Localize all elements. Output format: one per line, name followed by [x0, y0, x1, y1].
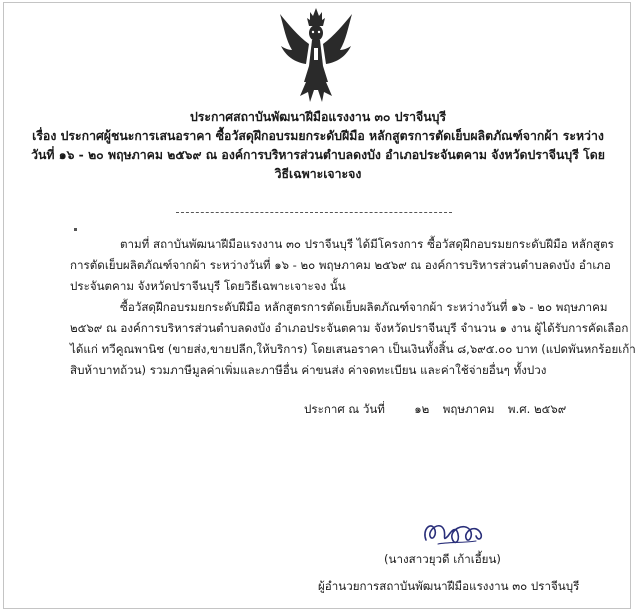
paragraph-2-line-1: ซื้อวัสดุฝึกอบรมยกระดับฝีมือ หลักสูตรการตัดเย็บผลิตภัณฑ์จากผ้า ระหว่างวันที่ ๑๖ - ๒๐ พฤษภาคม: [120, 300, 608, 314]
subject-line-1: เรื่อง ประกาศผู้ชนะการเสนอราคา ซื้อวัสดุฝึกอบรมยกระดับฝีมือ หลักสูตรการตัดเย็บผลิตภัณฑ์จากผ้า ระหว่าง: [32, 129, 604, 143]
announce-year: พ.ศ. ๒๕๖๙: [507, 402, 567, 416]
paragraph-2-line-2: ๒๕๖๙ ณ องค์การบริหารส่วนตำบลดงบัง อำเภอประจันตคาม จังหวัดปราจีนบุรี จำนวน ๑ งาน ผู้ได้รับการคัดเลือก: [70, 321, 629, 335]
announce-date-line: [304, 401, 604, 418]
stray-mark: [74, 228, 77, 231]
divider: [176, 212, 452, 213]
signatory-name: (นางสาวยุวดี เก้าเอี้ยน): [384, 552, 501, 566]
subject-line-2: วันที่ ๑๖ - ๒๐ พฤษภาคม ๒๕๖๙ ณ องค์การบริหารส่วนตำบลดงบัง อำเภอประจันตคาม จังหวัดปราจีนบุรี โดย: [31, 148, 605, 162]
paragraph-2-line-3: ได้แก่ ทวีคูณพานิช (ขายส่ง,ขายปลีก,ให้บริการ) โดยเสนอราคา เป็นเงินทั้งสิ้น ๘,๖๙๕.๐๐ บาท (แปดพันหกร้อยเก้า: [70, 342, 636, 356]
paragraph-1-line-2: การตัดเย็บผลิตภัณฑ์จากผ้า ระหว่างวันที่ ๑๖ - ๒๐ พฤษภาคม ๒๕๖๙ ณ องค์การบริหารส่วนตำบลดงบัง อำเภอ: [70, 258, 611, 272]
paragraph-1-line-1: ตามที่ สถาบันพัฒนาฝีมือแรงงาน ๓๐ ปราจีนบุรี ได้มีโครงการ ซื้อวัสดุฝึกอบรมยกระดับฝีมือ หลักสูตร: [120, 237, 614, 251]
subject-line-3: วิธีเฉพาะเจาะจง: [274, 167, 362, 181]
announce-prefix: ประกาศ ณ วันที่: [304, 402, 385, 416]
org-title: ประกาศสถาบันพัฒนาฝีมือแรงงาน ๓๐ ปราจีนบุรี: [189, 110, 447, 124]
paragraph-1-line-3: ประจันตคาม จังหวัดปราจีนบุรี โดยวิธีเฉพาะเจาะจง นั้น: [70, 279, 346, 293]
announce-month: พฤษภาคม: [442, 402, 495, 416]
announce-day: ๑๒: [414, 402, 430, 416]
garuda-emblem-icon: [278, 6, 354, 106]
paragraph-2-line-4: สิบห้าบาทถ้วน) รวมภาษีมูลค่าเพิ่มและภาษีอื่น ค่าขนส่ง ค่าจดทะเบียน และค่าใช้จ่ายอื่นๆ ทั้งปวง: [70, 363, 547, 377]
signature-icon: [418, 512, 498, 552]
signatory-title: ผู้อำนวยการสถาบันพัฒนาฝีมือแรงงาน ๓๐ ปราจีนบุรี: [318, 579, 580, 593]
